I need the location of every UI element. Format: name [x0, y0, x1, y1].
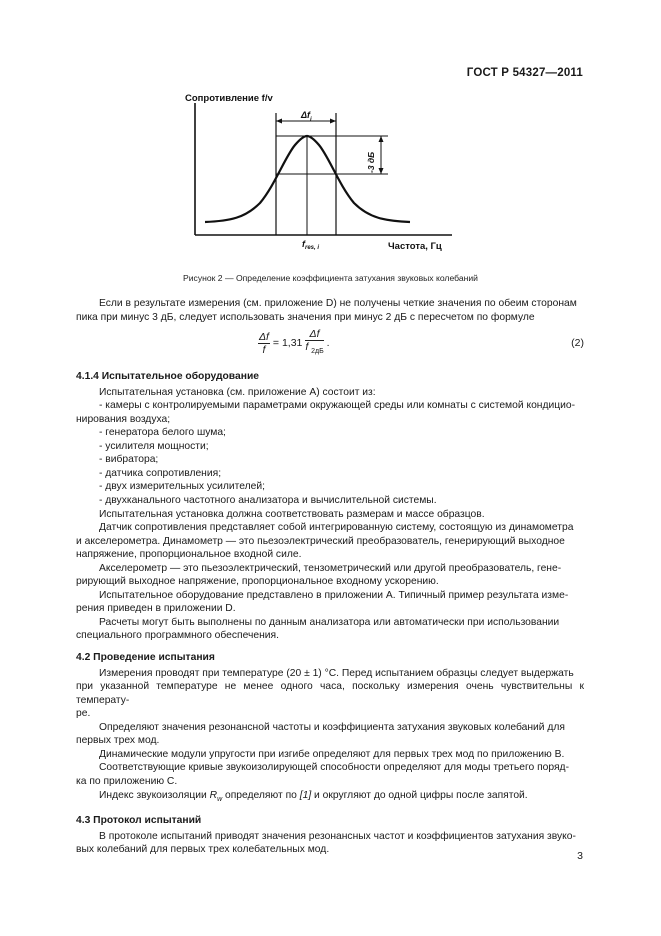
protocol-paragraph: В протоколе испытаний приводят значения резонансных частот и коэффициентов затухания звуко- — [99, 830, 576, 842]
delta-label: $\Delta f_i$ — [301, 110, 312, 123]
formula-left-fraction: $\frac{\Delta f}{f}$ — [259, 330, 269, 356]
equipment-paragraph: Испытательная установка должна соответствовать размерам и массе образцов. — [99, 508, 485, 520]
x-axis-label: Частота, Гц — [388, 241, 442, 252]
figure-caption: Рисунок 2 — Определение коэффициента затухания звуковых колебаний — [183, 273, 478, 283]
equipment-item: - датчика сопротивления; — [99, 467, 222, 479]
db-label: -3 дБ — [366, 151, 376, 173]
standard-header: ГОСТ Р 54327—2011 — [466, 67, 583, 79]
equipment-item: - двух измерительных усилителей; — [99, 481, 265, 493]
equipment-item: - вибратора; — [99, 454, 159, 466]
modulus-paragraph: Динамические модули упругости при изгибе определяют для первых трех мод по приложению B. — [99, 748, 565, 760]
y-axis-label: Сопротивление f/v — [185, 93, 273, 104]
formula-right-fraction: $\frac{\Delta f}{f _{2дБ}}$ — [305, 328, 324, 356]
equipment-lead: Испытательная установка (см. приложение A) состоит из: — [99, 386, 376, 398]
formula-2: $\frac{\Delta f}{f}$ = 1,31 $\frac{\Delta f}{f _{2дБ}}$ . (2) — [76, 328, 584, 362]
calculation-paragraph: Расчеты могут быть выполнены по данным анализатора или автоматически при использовании — [99, 616, 560, 628]
equipment-item: - камеры с контролируемыми параметрами окружающей среды или комнаты с системой кондицио- — [99, 400, 576, 412]
heading-4-2: 4.2 Проведение испытания — [76, 652, 215, 664]
intro-line-2: пика при минус 3 дБ, следует использовать значения при минус 2 дБ с пересчетом по формуле — [76, 311, 535, 323]
formula-number: (2) — [571, 337, 584, 350]
equipment-item: - генератора белого шума; — [99, 427, 226, 439]
heading-4-3: 4.3 Протокол испытаний — [76, 815, 202, 827]
insulation-curve-paragraph: Соответствующие кривые звукоизолирующей способности определяют для моды третьего поряд- — [99, 762, 569, 774]
page-number: 3 — [577, 850, 583, 862]
sensor-paragraph: Датчик сопротивления представляет собой интегрированную систему, состоящую из динамометра — [99, 522, 574, 534]
heading-4-1-4: 4.1.4 Испытательное оборудование — [76, 371, 259, 383]
peak-frequency-label: $f_{res, i}$ — [302, 239, 320, 251]
insulation-index-paragraph: Индекс звукоизоляции $R_w$ определяют по [1] и округляют до одной цифры после запятой. — [99, 789, 528, 803]
document-body: Если в результате измерения (см. приложение D) не получены четкие значения по обеим сторонам пика при минус 3 дБ, следует использовать значения при минус 2 дБ с пересчетом по формуле $\frac{\Delta f}{f}$ = 1,31 $\frac{\Delta f}{f _{2дБ}}$ . (2) 4.1.4 Испытательное оборудование Испытательная установка (см. приложение A) состоит из: - камеры с контролируемыми параметрами окружающей среды или комнаты с системой кондицио- нирования воздуха; - генератора белого шума; - усилителя мощности; - вибратора; - датчика сопротивления; - двух измерительных усилителей; - двухканального частотного анализатора и вычислительной системы. Испытательная установка должна соответствовать размерам и массе образцов. Датчик сопротивления представляет собой интегрированную систему, состоящую из динамометра и акселерометра. Динамометр — это пьезоэлектрический преобразователь, генерирующий выходное напряжение, пропорциональное входной силе. Акселерометр — это пьезоэлектрический, тензометрический или другой преобразователь, гене- рирующий выходное напряжение, пропорциональное входному ускорению. Испытательное оборудование представлено в приложении A. Типичный пример результата изме- рения приведен в приложении D. Расчеты могут быть выполнены по данным анализатора или автоматически при использовании специального программного обеспечения. 4.2 Проведение испытания Измерения проводят при температуре (20 ± 1) °С. Перед испытанием образцы следует выдержать при указанной температуре не менее одного часа, поскольку измерения очень чувствительны к температу- ре. Определяют значения резонансной частоты и коэффициента затухания звуковых колебаний для первых трех мод. Динамические модули упругости при изгибе определяют для первых трех мод по приложению B. Соответствующие кривые звукоизолирующей способности определяют для моды третьего поряд- ка по приложению C. Индекс звукоизоляции $R_w$ определяют по [1] и округляют до одной цифры после запятой. 4.3 Протокол испытаний В протоколе испытаний приводят значения резонансных частот и коэффициентов затухания звуко- вых колебаний для первых трех колебательных мод. — [76, 298, 584, 856]
formula-equals: = 1,31 — [272, 336, 303, 349]
equipment-appendix-paragraph: Испытательное оборудование представлено в приложении A. Типичный пример результата изме- — [99, 589, 569, 601]
resonance-figure — [170, 85, 470, 260]
accelerometer-paragraph: Акселерометр — это пьезоэлектрический, тензометрический или другой преобразователь, гене- — [99, 562, 562, 574]
equipment-item: - двухканального частотного анализатора и вычислительной системы. — [99, 495, 437, 507]
temperature-paragraph: Измерения проводят при температуре (20 ± 1) °С. Перед испытанием образцы следует выдержать — [99, 667, 574, 679]
equipment-item: нирования воздуха; — [76, 413, 171, 425]
intro-line-1: Если в результате измерения (см. приложение D) не получены четкие значения по обеим сторонам — [99, 298, 577, 309]
equipment-item: - усилителя мощности; — [99, 440, 209, 452]
resonance-paragraph: Определяют значения резонансной частоты и коэффициента затухания звуковых колебаний для — [99, 721, 565, 733]
